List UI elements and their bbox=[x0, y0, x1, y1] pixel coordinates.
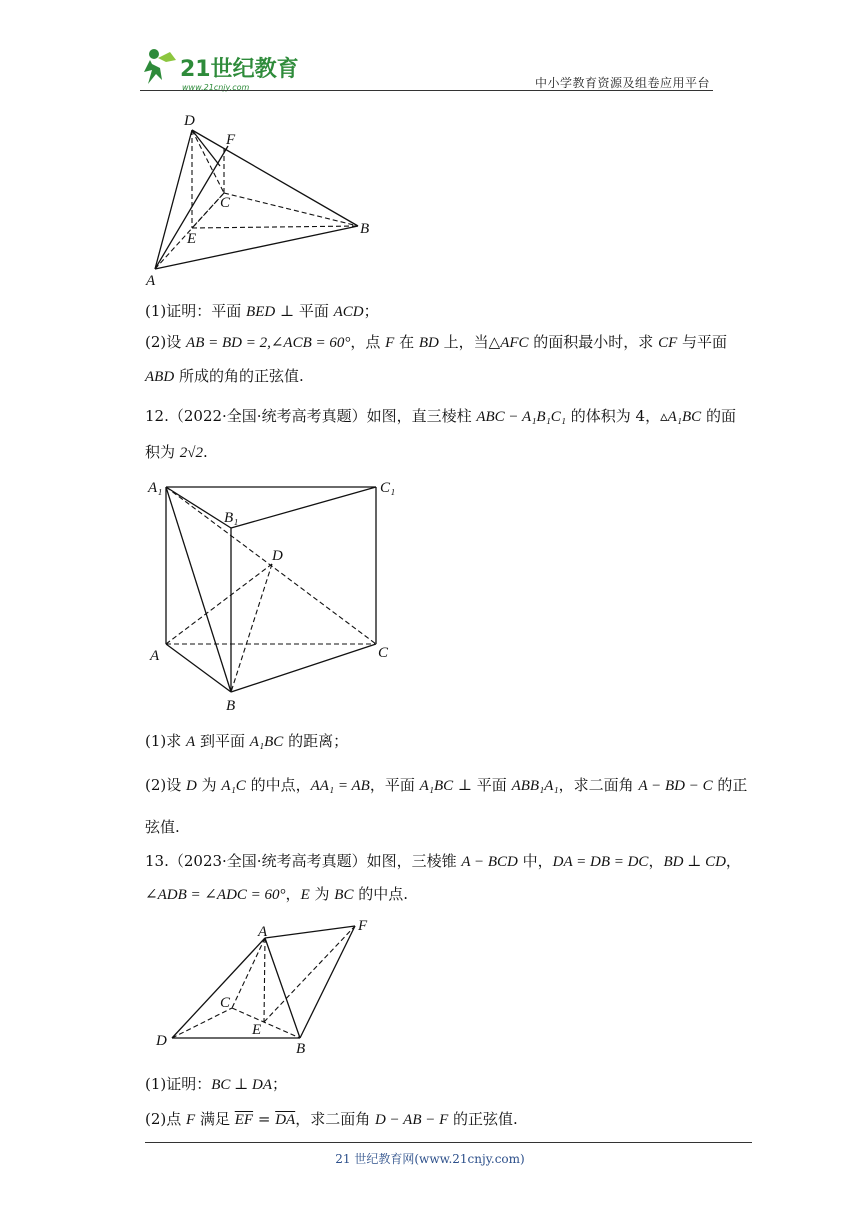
label-D: D bbox=[156, 1033, 167, 1049]
logo-url: www.21cnjy.com bbox=[182, 83, 250, 92]
q12-stem-line2: 积为 2√2. bbox=[145, 443, 208, 461]
label-F: F bbox=[358, 918, 368, 934]
label-B1: B₁ bbox=[224, 510, 239, 526]
q12-part1: (1)求 A 到平面 A₁BC 的距离； bbox=[145, 732, 349, 750]
q13-stem-line2: ∠ADB = ∠ADC = 60°，E 为 BC 的中点. bbox=[145, 885, 408, 903]
q11-part2-line2: ABD 所成的角的正弦值. bbox=[145, 367, 304, 385]
label-C: C bbox=[220, 195, 231, 211]
q11-part1: (1)证明：平面 BED ⊥ 平面 ACD； bbox=[145, 302, 379, 320]
label-D: D bbox=[184, 113, 195, 129]
label-A: A bbox=[150, 648, 160, 664]
label-A: A bbox=[146, 273, 156, 289]
label-C: C bbox=[220, 995, 231, 1011]
label-C: C bbox=[378, 645, 389, 661]
label-A1: A₁ bbox=[148, 480, 163, 496]
vector-DA: $\overline{DA}$ bbox=[275, 1112, 296, 1128]
q13-part1: (1)证明：BC ⊥ DA； bbox=[145, 1075, 288, 1093]
label-B: B bbox=[226, 698, 236, 714]
label-F: F bbox=[226, 132, 236, 148]
q13-part2: (2)点 F 满足 $\overline{EF} = \overline{DA}$，求二面角 D − AB − F 的正弦值. bbox=[145, 1110, 518, 1128]
site-logo bbox=[140, 40, 310, 96]
label-D: D bbox=[272, 548, 283, 564]
footer-link[interactable]: 21 世纪教育网(www.21cnjy.com) bbox=[335, 1152, 525, 1166]
figure-q12 bbox=[140, 472, 400, 717]
label-A: A bbox=[258, 924, 268, 940]
label-B: B bbox=[360, 221, 370, 237]
footer-divider bbox=[145, 1142, 752, 1143]
figure-q11 bbox=[140, 108, 380, 293]
runner-icon bbox=[144, 49, 176, 84]
q12-stem-line1: 12.（2022·全国·统考高考真题）如图，直三棱柱 ABC − A₁B₁C₁ 的体积为 4，▵A₁BC 的面 bbox=[145, 407, 736, 425]
label-E: E bbox=[187, 231, 197, 247]
label-B: B bbox=[296, 1041, 306, 1057]
q11-part2-line1: (2)设 AB = BD = 2,∠ACB = 60°，点 F 在 BD 上，当△AFC 的面积最小时，求 CF 与平面 bbox=[145, 333, 728, 351]
q12-part2-line2: 弦值. bbox=[145, 818, 180, 836]
vector-EF: $\overline{EF}$ bbox=[234, 1112, 254, 1128]
header-divider bbox=[140, 90, 713, 91]
label-C1: C₁ bbox=[380, 480, 396, 496]
figure-q13 bbox=[150, 914, 380, 1059]
q12-part2-line1: (2)设 D 为 A₁C 的中点，AA₁ = AB，平面 A₁BC ⊥ 平面 ABB₁A₁，求二面角 A − BD − C 的正 bbox=[145, 776, 748, 794]
label-E: E bbox=[252, 1022, 262, 1038]
logo-text: 21世纪教育 bbox=[180, 57, 299, 82]
platform-slogan: 中小学教育资源及组卷应用平台 bbox=[534, 76, 710, 90]
q13-stem-line1: 13.（2023·全国·统考高考真题）如图，三棱锥 A − BCD 中，DA = DB = DC，BD ⊥ CD， bbox=[145, 852, 741, 870]
